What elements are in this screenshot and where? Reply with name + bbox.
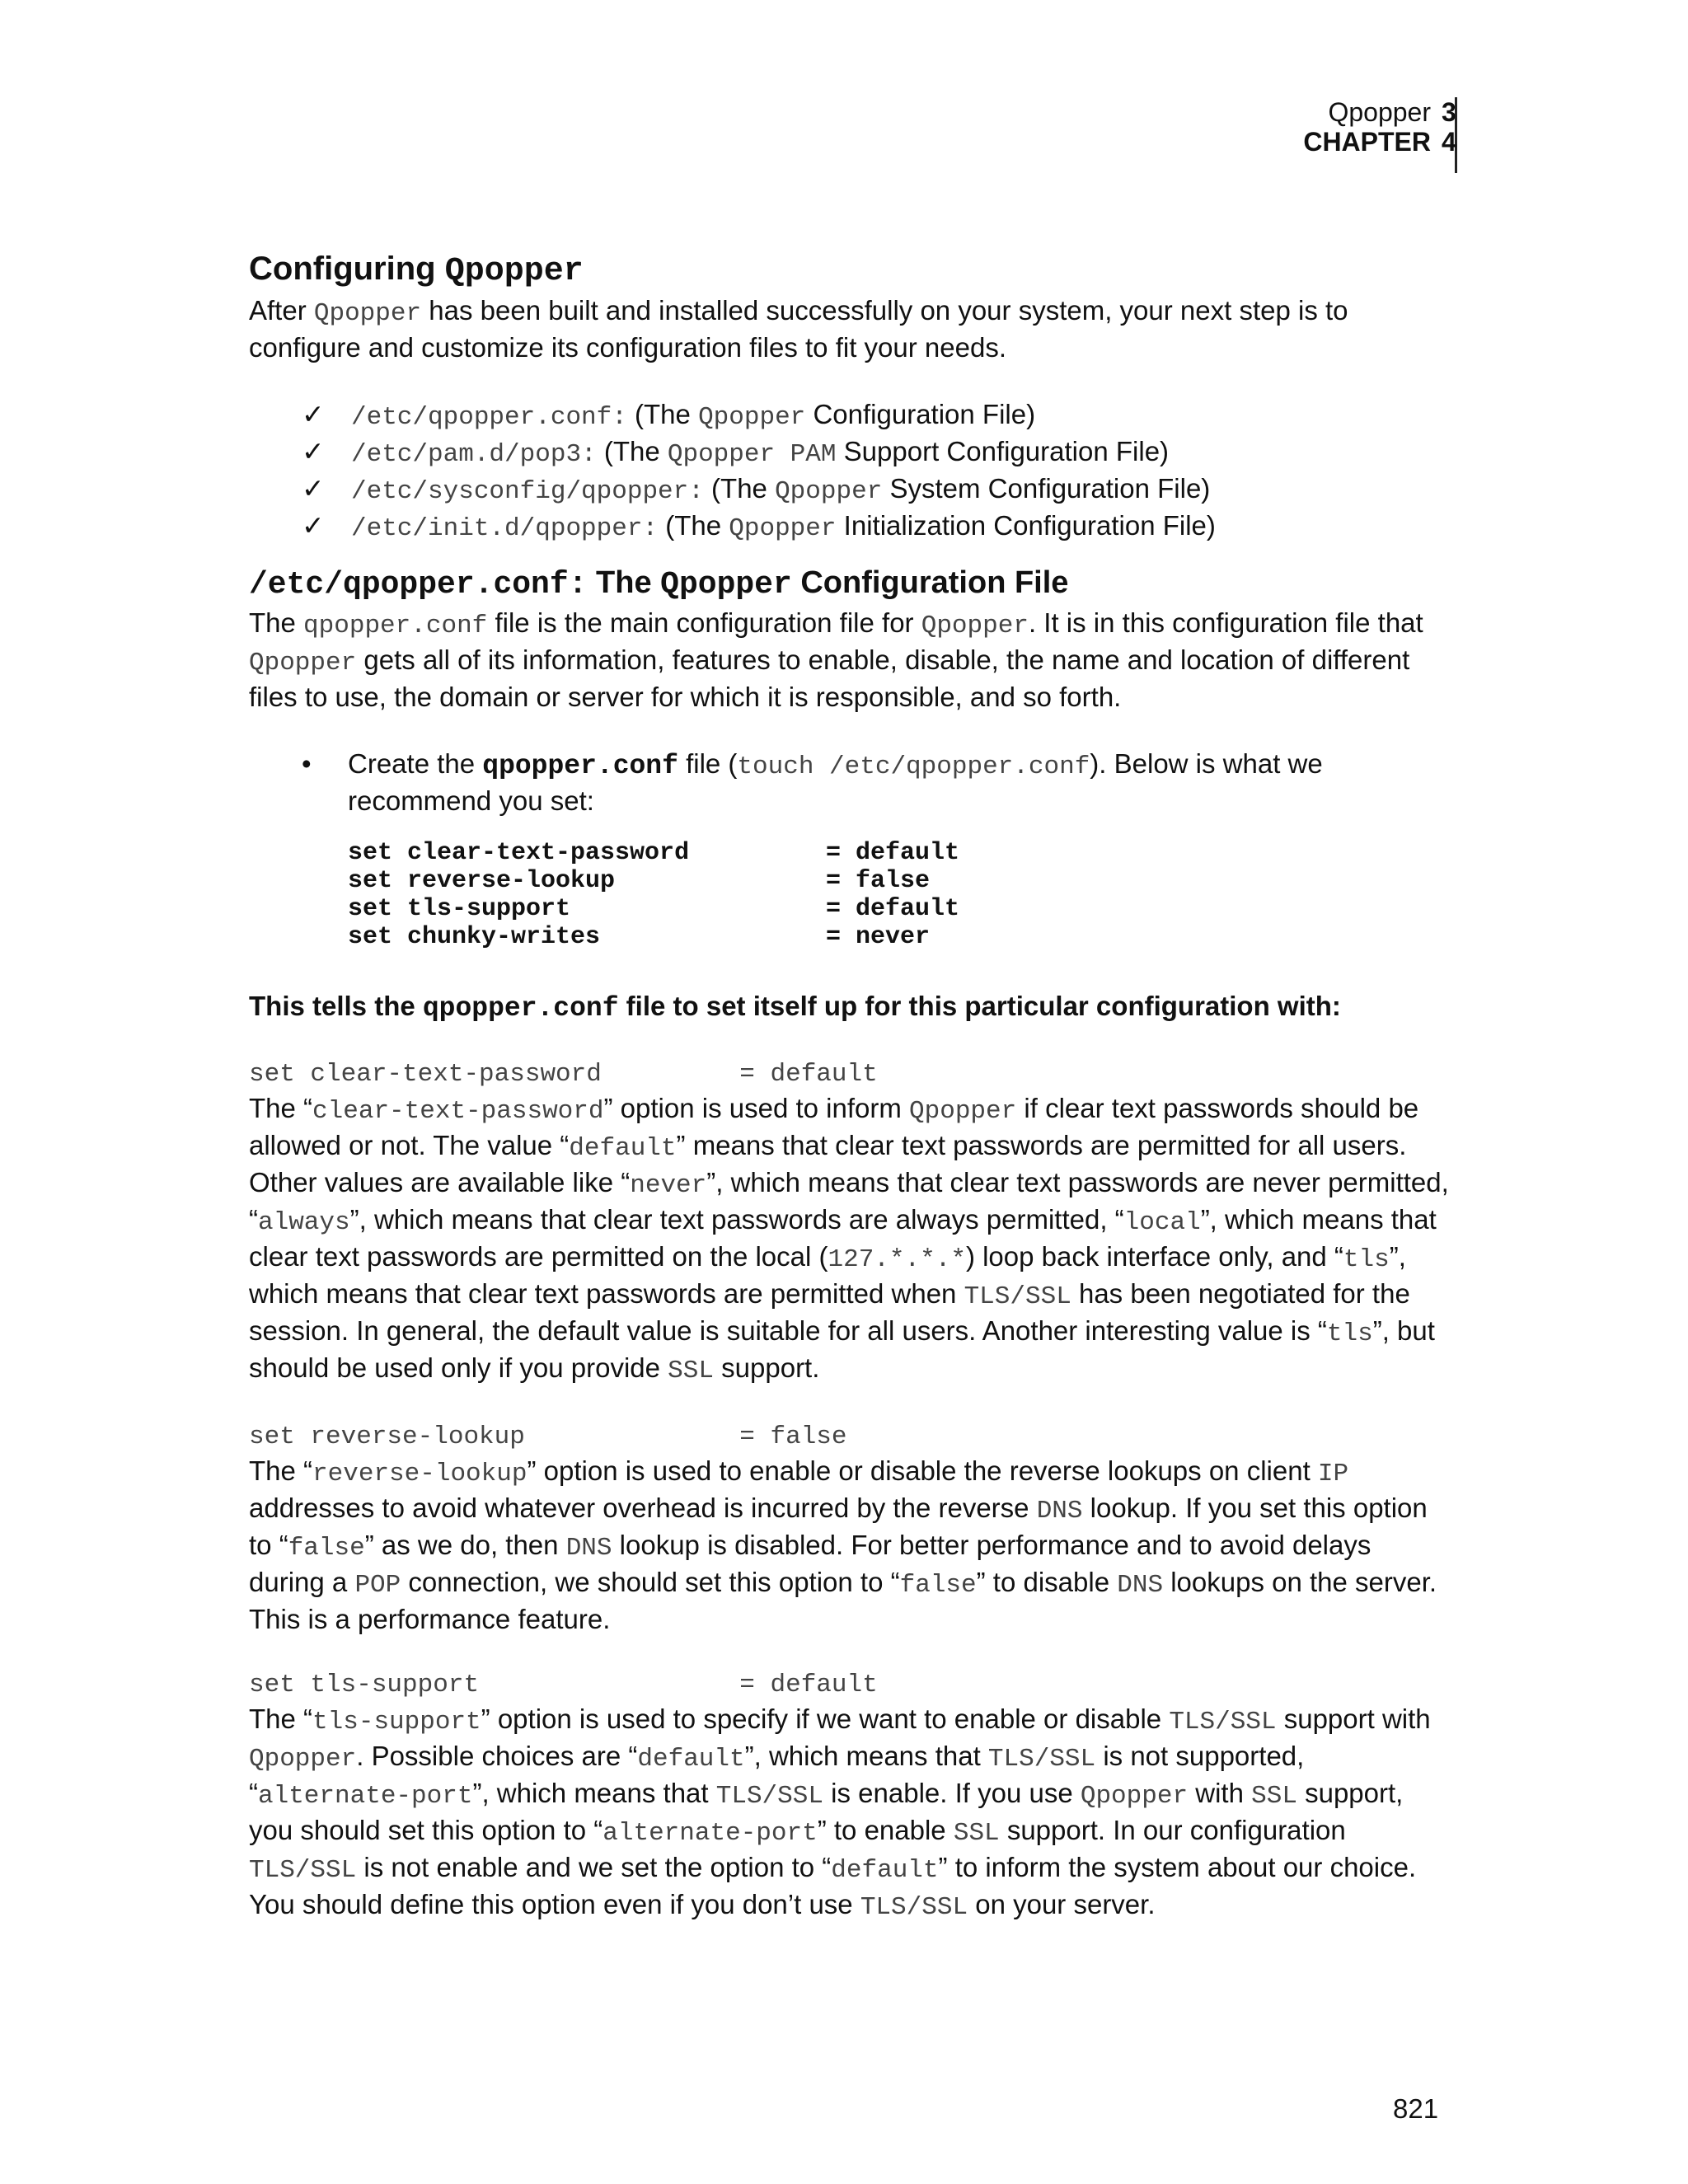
create-file-bullet: • Create the qpopper.conf file (touch /etc/qpopper.conf). Below is what we recommend you set: xyxy=(302,748,1323,816)
option-setline-tls-support: set tls-support = default xyxy=(249,1671,878,1699)
running-header xyxy=(1303,97,1437,157)
checkmark-icon: ✓ xyxy=(302,473,325,504)
checklist-item: ✓ /etc/qpopper.conf: (The Qpopper Configuration File) xyxy=(302,399,1036,432)
header-chapter-numbers xyxy=(1442,97,1456,157)
section-heading-text: Configuring xyxy=(249,251,445,287)
option-desc-reverse-lookup: The “reverse-lookup” option is used to enable or disable the reverse lookups on client IP addresses to avoid whatever overhead is incurred by the reverse DNS lookup. If you set this option to “false” as we do, then DNS lookup is disabled. For better performance and to avoid delays during a POP connection, we should set this option to “false” to disable DNS lookups on the server. This is a performance feature. xyxy=(249,1455,1437,1634)
checkmark-icon: ✓ xyxy=(302,510,325,541)
recommended-settings xyxy=(348,839,959,951)
option-desc-tls-support: The “tls-support” option is used to specify if we want to enable or disable TLS/SSL support with Qpopper. Possible choices are “default”, which means that TLS/SSL is not supported, “alternate-port”, which means that TLS/SSL is enable. If you use Qpopper with SSL support, you should set this option to “alternate-port” to enable SSL support. In our configuration TLS/SSL is not enable and we set the option to “default” to inform the system about our choice. You should define this option even if you don’t use TLS/SSL on your server. xyxy=(249,1704,1431,1922)
checkmark-icon: ✓ xyxy=(302,399,325,429)
setting-row: set tls-support = default xyxy=(348,895,960,923)
intro-paragraph: After Qpopper has been built and installed successfully on your system, your next step is to configure and customize its configuration files to fit your needs. xyxy=(249,295,1348,363)
chapter-number-2: 4 xyxy=(1442,127,1456,157)
conf-description-paragraph: The qpopper.conf file is the main configuration file for Qpopper. It is in this configuration file that Qpopper gets all of its information, features to enable, disable, the name and location of different files to use, the domain or server for which it is responsible, and so forth. xyxy=(249,607,1423,712)
setting-row: set reverse-lookup = false xyxy=(348,867,931,895)
option-setline-clear-text-password: set clear-text-password = default xyxy=(249,1060,878,1089)
chapter-number-1: 3 xyxy=(1442,97,1456,127)
section-heading xyxy=(249,247,1452,293)
checklist-item: ✓ /etc/sysconfig/qpopper: (The Qpopper System Configuration File) xyxy=(302,473,1211,506)
checklist-item: ✓ /etc/pam.d/pop3: (The Qpopper PAM Support Configuration File) xyxy=(302,436,1170,469)
bullet-icon: • xyxy=(302,748,312,779)
header-chapter-label: CHAPTER xyxy=(1303,127,1431,157)
setting-row: set chunky-writes = never xyxy=(348,923,931,951)
main-content xyxy=(249,247,1452,1957)
option-desc-clear-text-password: The “clear-text-password” option is used to inform Qpopper if clear text passwords should be allowed or not. The value “default” means that clear text passwords are permitted for all users. Other values are available like “never”, which means that clear text passwords are never permitted, “always”, which means that clear text passwords are always permitted, “local”, which means that clear text passwords are permitted on the local (127.*.*.*) loop back interface only, and “tls”, which means that clear text passwords are permitted when TLS/SSL has been negotiated for the session. In general, the default value is suitable for all users. Another interesting value is “tls”, but should be used only if you provide SSL support. xyxy=(249,1093,1449,1385)
section-heading-mono: Qpopper xyxy=(444,253,584,290)
setting-row: set clear-text-password = default xyxy=(348,839,960,867)
page-number: 821 xyxy=(1393,2093,1439,2124)
subsection-heading: /etc/qpopper.conf: The Qpopper Configuration File xyxy=(249,565,1069,602)
checklist-item: ✓ /etc/init.d/qpopper: (The Qpopper Initialization Configuration File) xyxy=(302,510,1216,543)
tells-heading: This tells the qpopper.conf file to set itself up for this particular configuration with: xyxy=(249,991,1341,1024)
config-file-checklist xyxy=(249,397,1452,546)
header-title: Qpopper xyxy=(1328,97,1431,127)
checkmark-icon: ✓ xyxy=(302,436,325,466)
option-setline-reverse-lookup: set reverse-lookup = false xyxy=(249,1422,847,1451)
